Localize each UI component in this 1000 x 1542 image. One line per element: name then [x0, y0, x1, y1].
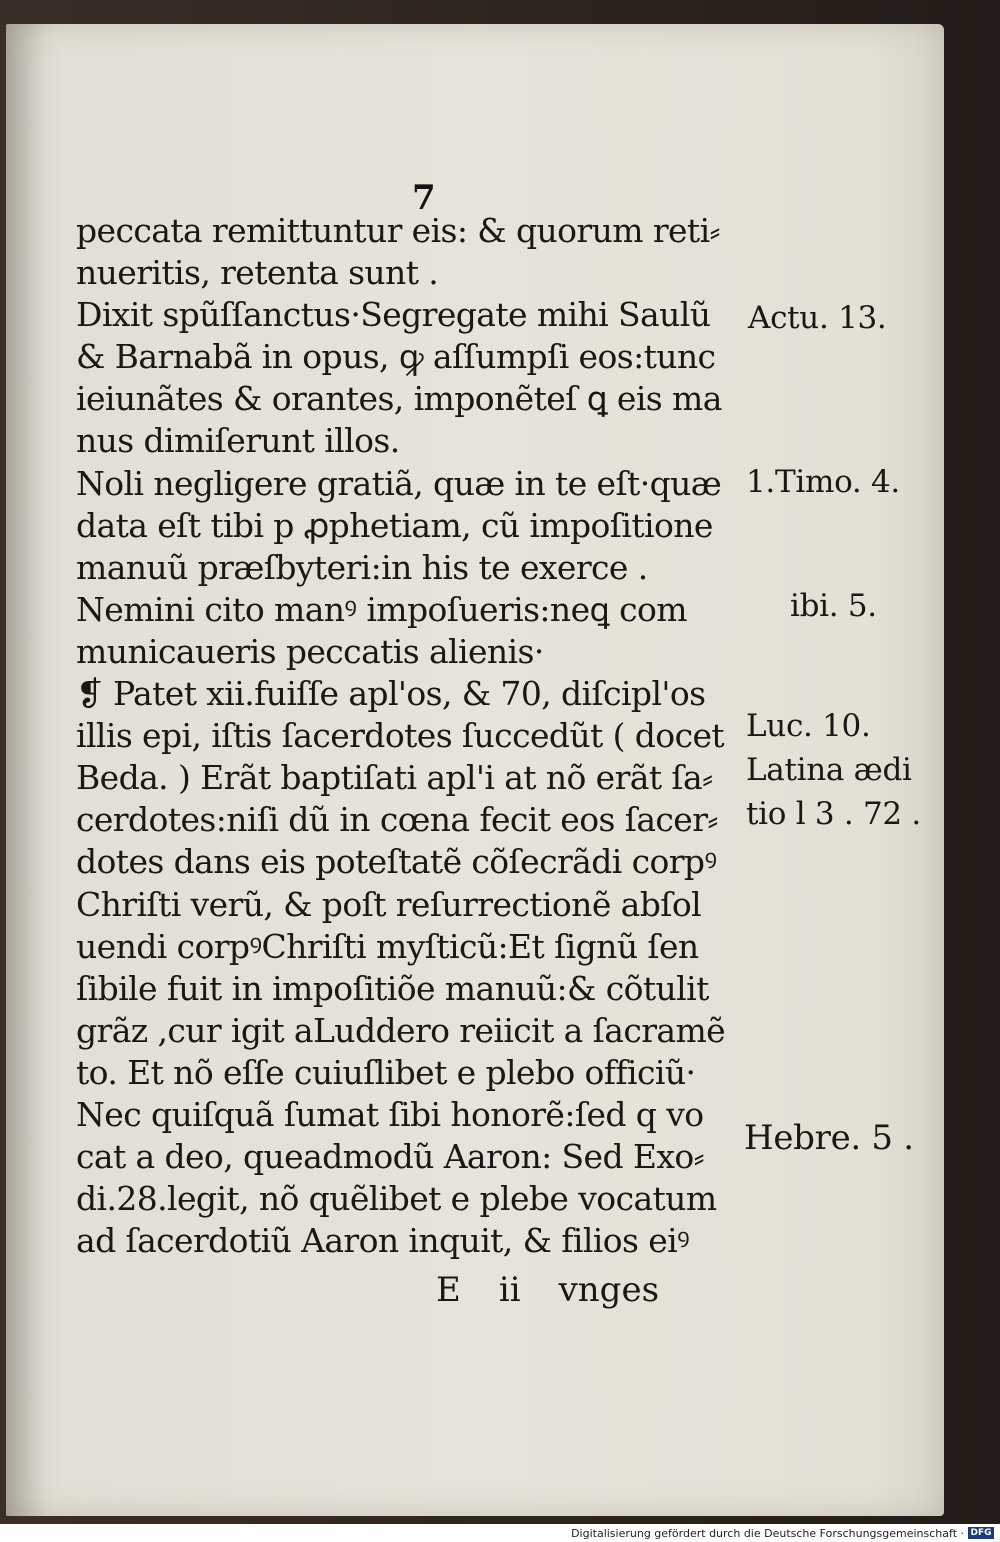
footer-credit: Digitalisierung gefördert durch die Deutsche Forschungsgemeinschaft · — [571, 1527, 964, 1540]
text-line-24: di.28.legit, nõ quẽlibet e plebe vocatum — [76, 1179, 717, 1219]
text-line-23: cat a deo, queadmodũ Aaron: Sed Exo⸗ — [76, 1137, 705, 1177]
margin-note-hebre: Hebre. 5 . — [744, 1118, 914, 1158]
margin-note-latina-2: tio l 3 . 72 . — [746, 796, 921, 832]
signature-catchword-line — [436, 1270, 697, 1310]
text-line-7: Noli negligere gratiã, quæ in te eſt·quæ — [76, 463, 722, 503]
margin-note-timo: 1.Timo. 4. — [746, 464, 900, 500]
signature-number: ii — [498, 1270, 521, 1310]
text-line-1: peccata remittuntur eis: & quorum reti⸗ — [76, 211, 720, 250]
margin-note-actu: Actu. 13. — [748, 300, 887, 336]
text-line-10: Nemini cito manꝰ impoſueris:neꝗ com — [76, 589, 687, 629]
folio-number: 7 — [412, 178, 436, 218]
text-line-13: illis epi, iſtis ſacerdotes ſuccedũt ( docet — [76, 716, 725, 756]
margin-note-luc: Luc. 10. — [746, 708, 871, 744]
text-line-18: uendi corpꝰChriſti myſticũ:Et ſignũ ſen — [76, 926, 699, 966]
dfg-logo: DFG — [968, 1527, 994, 1539]
text-line-11: municaueris peccatis alienis· — [76, 631, 544, 671]
text-line-4: & Barnabã in opus, ꝙ aſſumpſi eos:tunc — [76, 337, 716, 377]
text-line-22: Nec quiſquã ſumat ſibi honorẽ:ſed q vo — [76, 1094, 704, 1134]
text-line-14: Beda. ) Erãt baptiſati apl'i at nõ erãt ſa⸗ — [76, 758, 713, 798]
text-line-21: to. Et nõ eſſe cuiuſlibet e plebo officiũ· — [76, 1052, 696, 1092]
margin-note-ibi: ibi. 5. — [790, 588, 877, 624]
text-line-9: manuũ præſbyteri:in his te exerce . — [76, 547, 648, 587]
text-line-16: dotes dans eis poteſtatẽ cõſecrãdi corpꝰ — [76, 842, 717, 882]
text-line-12: ❡ Patet xii.fuiſſe apl'os, & 70, diſcipl'os — [76, 674, 706, 714]
text-line-15: cerdotes:niſi dũ in cœna fecit eos ſacer⸗ — [76, 800, 718, 840]
binding-shadow — [6, 24, 46, 1516]
text-line-19: ſibile fuit in impoſitiõe manuũ:& cõtulit — [76, 968, 709, 1008]
main-text — [76, 210, 736, 1262]
text-line-2: nueritis, retenta sunt . — [76, 253, 439, 293]
text-line-17: Chriſti verũ, & poſt reſurrectionẽ abſol — [76, 884, 702, 924]
text-line-20: grãz ,cur igit aLuddero reiicit a ſacramẽ — [76, 1010, 726, 1050]
signature-letter: E — [436, 1270, 461, 1310]
catchword: vnges — [558, 1270, 660, 1310]
text-line-8: data eſt tibi p ꝓphetiam, cũ impoſitione — [76, 505, 713, 545]
margin-note-latina-1: Latina ædi — [746, 752, 912, 788]
text-line-25: ad ſacerdotiũ Aaron inquit, & filios eiꝰ — [76, 1221, 690, 1261]
text-line-3: Dixit spũſſanctus·Segregate mihi Saulũ — [76, 295, 711, 335]
text-line-6: nus dimiſerunt illos. — [76, 421, 400, 461]
text-line-5: ieiunãtes & orantes, imponẽteſ ꝗ eis ma — [76, 379, 722, 419]
